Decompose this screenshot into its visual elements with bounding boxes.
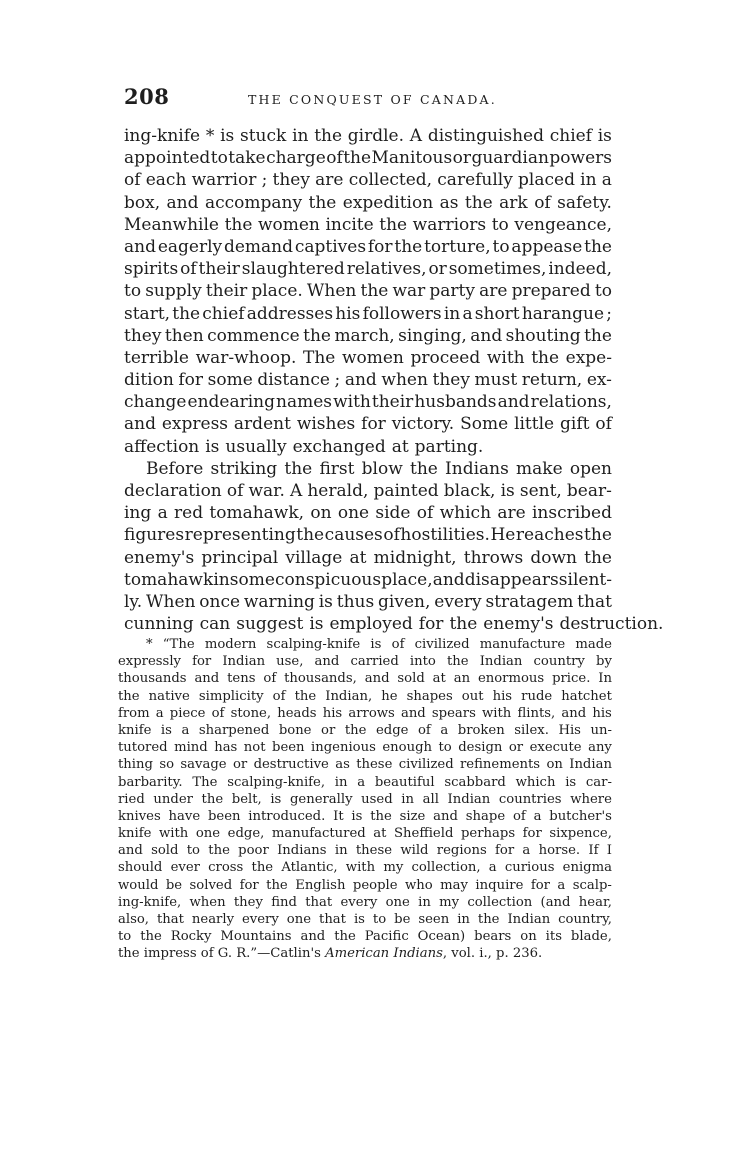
body-line: and express ardent wishes for victory. Some little gift of bbox=[124, 414, 612, 435]
running-head: THE CONQUEST OF CANADA. bbox=[248, 92, 497, 107]
body-line: ly. When once warning is thus given, every stratagem that bbox=[124, 591, 612, 612]
footnote-line: thing so savage or destructive as these civilized refinements on Indian bbox=[118, 757, 612, 773]
body-line: and eagerly demand captives for the torture, to appease the bbox=[124, 236, 612, 257]
footnote-line: knife is a sharpened bone or the edge of a broken silex. His un- bbox=[118, 722, 612, 738]
body-line: appointed to take charge of the Manitous or guardian powers bbox=[124, 148, 612, 169]
footnote-line: to the Rocky Mountains and the Pacific Ocean) bears on its blade, bbox=[118, 929, 612, 945]
page-number: 208 bbox=[124, 84, 170, 109]
footnote-line: should ever cross the Atlantic, with my collection, a curious enigma bbox=[118, 860, 612, 876]
footnote-line: * “The modern scalping-knife is of civilized manufacture made bbox=[146, 637, 612, 652]
footnote bbox=[118, 636, 612, 963]
body-line: terrible war-whoop. The women proceed with the expe- bbox=[124, 347, 612, 368]
body-line: ing-knife * is stuck in the girdle. A distinguished chief is bbox=[124, 126, 612, 146]
citation-prefix: the impress of G. R.”—Catlin's bbox=[118, 946, 326, 962]
footnote-line: knives have been introduced. It is the size and shape of a butcher's bbox=[118, 808, 612, 824]
body-line: declaration of war. A herald, painted black, is sent, bear- bbox=[124, 481, 612, 501]
body-line: cunning can suggest is employed for the enemy's destruction. bbox=[124, 614, 664, 635]
body-text bbox=[124, 125, 664, 635]
footnote-line: would be solved for the English people who may inquire for a scalp- bbox=[118, 877, 612, 893]
citation-title: American Indians bbox=[325, 946, 443, 962]
body-line: affection is usually exchanged at parting. bbox=[124, 436, 484, 457]
body-line: they then commence the march, singing, and shouting the bbox=[124, 325, 612, 346]
citation-suffix: , vol. i., p. 236. bbox=[442, 946, 543, 962]
page-header bbox=[124, 84, 612, 112]
body-line: ing a red tomahawk, on one side of which are inscribed bbox=[124, 503, 612, 524]
footnote-citation bbox=[118, 945, 612, 962]
body-line: change endearing names with their husbands and relations, bbox=[124, 392, 612, 413]
body-line: Before striking the first blow the Indians make open bbox=[146, 458, 612, 479]
body-line: of each warrior ; they are collected, carefully placed in a bbox=[124, 170, 612, 191]
body-line: enemy's principal village at midnight, throws down the bbox=[124, 547, 612, 568]
body-line: tomahawk in some conspicuous place, and disappears silent- bbox=[124, 569, 612, 590]
body-line: dition for some distance ; and when they must return, ex- bbox=[124, 370, 612, 391]
footnote-line: expressly for Indian use, and carried into the Indian country by bbox=[118, 654, 612, 670]
body-line: start, the chief addresses his followers in a short harangue ; bbox=[124, 303, 612, 324]
footnote-line: thousands and tens of thousands, and sold at an enormous price. In bbox=[118, 671, 612, 687]
footnote-line: barbarity. The scalping-knife, in a beautiful scabbard which is car- bbox=[118, 774, 612, 790]
body-line: Meanwhile the women incite the warriors to vengeance, bbox=[124, 214, 612, 235]
body-line: box, and accompany the expedition as the ark of safety. bbox=[124, 192, 612, 213]
footnote-line: tutored mind has not been ingenious enough to design or execute any bbox=[118, 740, 612, 756]
footnote-line: and sold to the poor Indians in these wild regions for a horse. If I bbox=[118, 843, 612, 859]
footnote-line: ing-knife, when they find that every one in my collection (and hear, bbox=[118, 894, 612, 910]
footnote-line: from a piece of stone, heads his arrows and spears with flints, and his bbox=[118, 705, 612, 721]
body-line: to supply their place. When the war party are prepared to bbox=[124, 281, 612, 302]
footnote-line: knife with one edge, manufactured at Sheffield perhaps for sixpence, bbox=[118, 826, 612, 842]
footnote-line: the native simplicity of the Indian, he shapes out his rude hatchet bbox=[118, 688, 612, 704]
body-line: figures representing the causes of hostilities. He reaches the bbox=[124, 525, 612, 546]
footnote-line: also, that nearly every one that is to be seen in the Indian country, bbox=[118, 912, 612, 927]
footnote-line: ried under the belt, is generally used in all Indian countries where bbox=[118, 791, 612, 807]
body-line: spirits of their slaughtered relatives, or sometimes, indeed, bbox=[124, 259, 612, 280]
